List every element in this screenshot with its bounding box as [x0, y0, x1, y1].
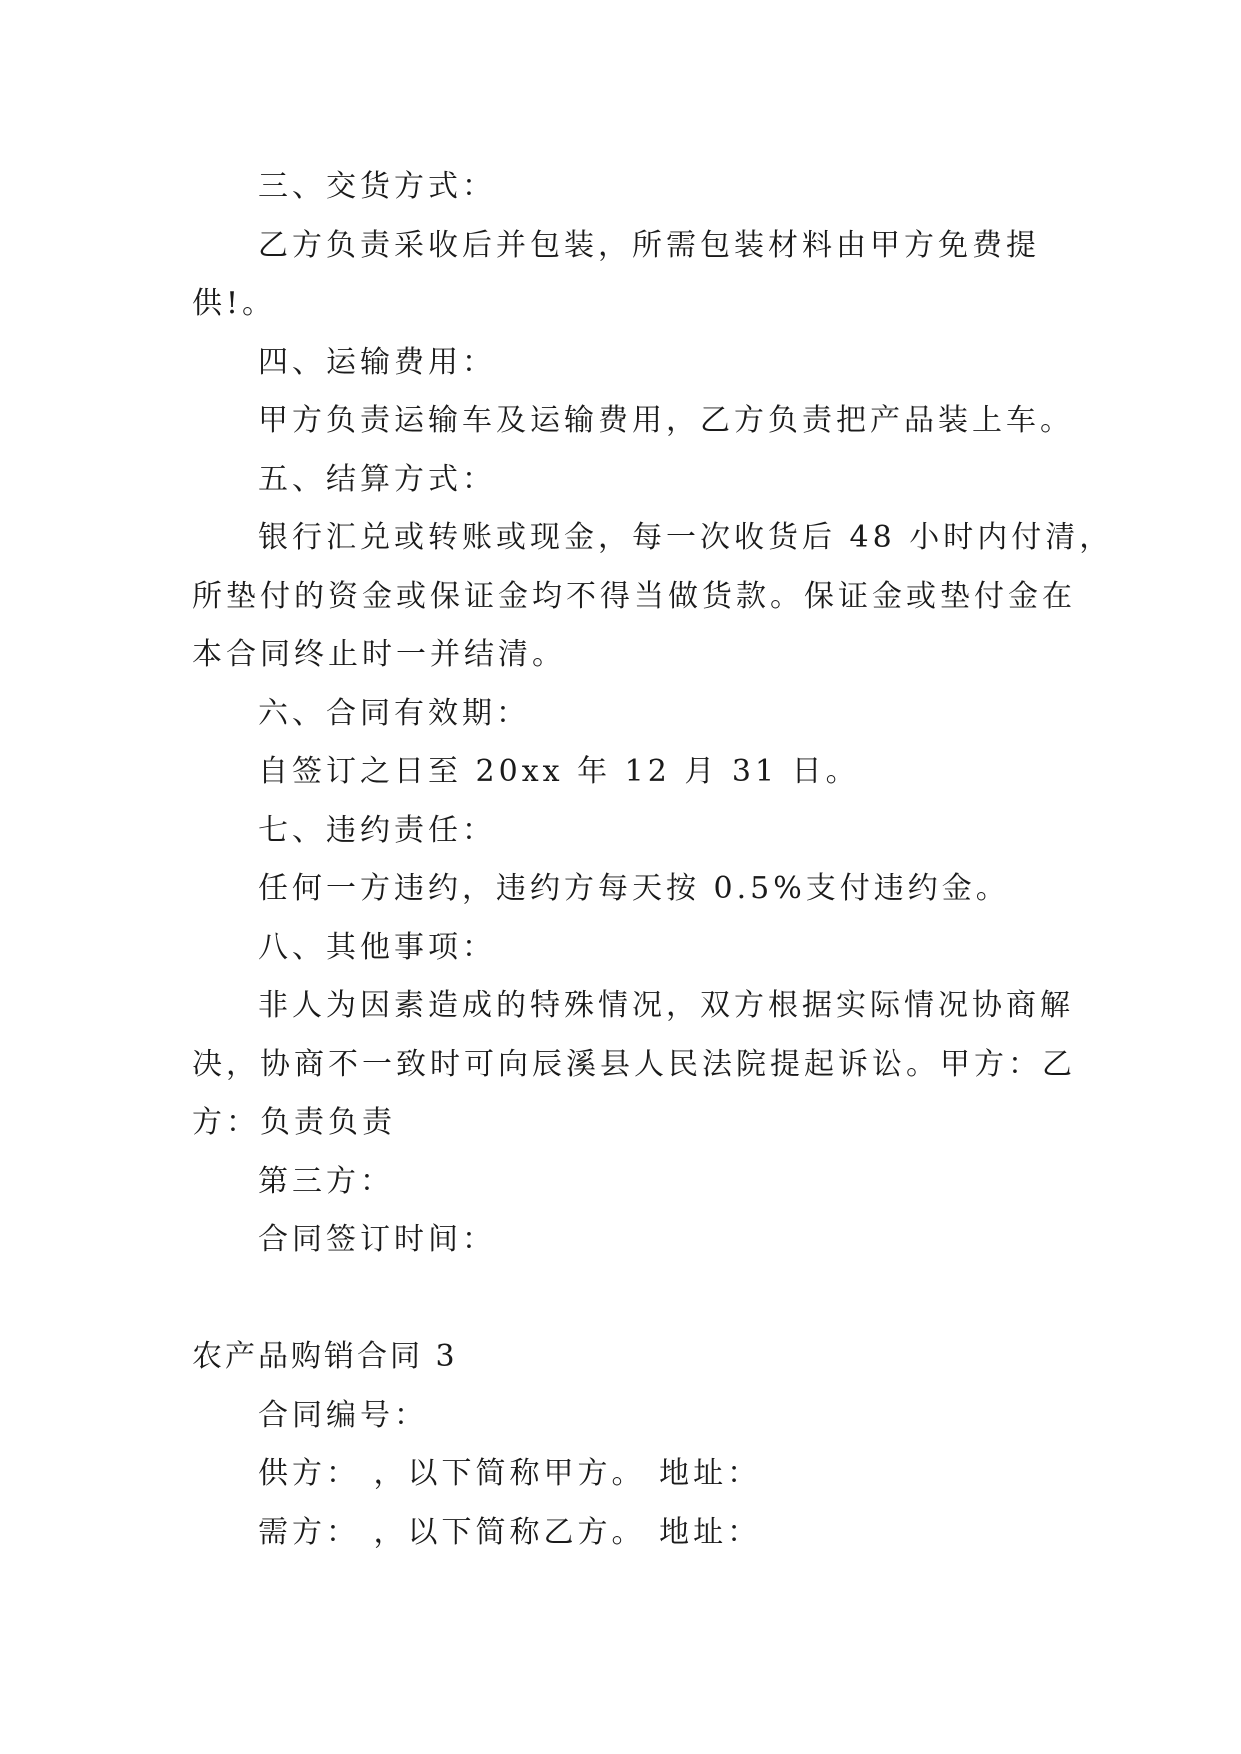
section-heading-liability: 七、违约责任： — [258, 812, 496, 848]
section-heading-validity: 六、合同有效期： — [258, 695, 530, 731]
supplier-line: 供方： ，以下简称甲方。 地址： — [258, 1456, 762, 1491]
paragraph-line: 供!。 — [192, 286, 277, 321]
third-party-label: 第三方： — [258, 1163, 394, 1199]
contract-title: 农产品购销合同 3 — [192, 1339, 458, 1374]
paragraph-line: 银行汇兑或转账或现金，每一次收货后 48 小时内付清， — [258, 520, 1114, 555]
paragraph-line: 非人为因素造成的特殊情况，双方根据实际情况协商解 — [258, 988, 1074, 1023]
paragraph-line: 所垫付的资金或保证金均不得当做货款。保证金或垫付金在 — [192, 578, 1076, 614]
paragraph-line: 决，协商不一致时可向辰溪县人民法院提起诉讼。甲方：乙 — [192, 1046, 1076, 1082]
section-heading-transport: 四、运输费用： — [258, 344, 496, 380]
document-body — [192, 158, 1114, 1562]
paragraph-line: 乙方负责采收后并包装，所需包装材料由甲方免费提 — [258, 227, 1040, 263]
paragraph-line: 甲方负责运输车及运输费用，乙方负责把产品装上车。 — [258, 403, 1074, 438]
section-heading-settlement: 五、结算方式： — [258, 461, 496, 497]
paragraph-line: 本合同终止时一并结清。 — [192, 637, 566, 672]
buyer-line: 需方： ，以下简称乙方。 地址： — [258, 1514, 762, 1550]
signing-time-label: 合同签订时间： — [258, 1222, 496, 1257]
section-heading-delivery: 三、交货方式： — [258, 169, 496, 204]
contract-number-label: 合同编号： — [258, 1397, 428, 1433]
paragraph-line: 自签订之日至 20xx 年 12 月 31 日。 — [258, 754, 860, 789]
paragraph-line: 方：负责负责 — [192, 1105, 396, 1140]
section-heading-other: 八、其他事项： — [258, 929, 496, 965]
spacer — [192, 1270, 1072, 1329]
paragraph-line: 任何一方违约，违约方每天按 0.5%支付违约金。 — [258, 871, 1010, 906]
